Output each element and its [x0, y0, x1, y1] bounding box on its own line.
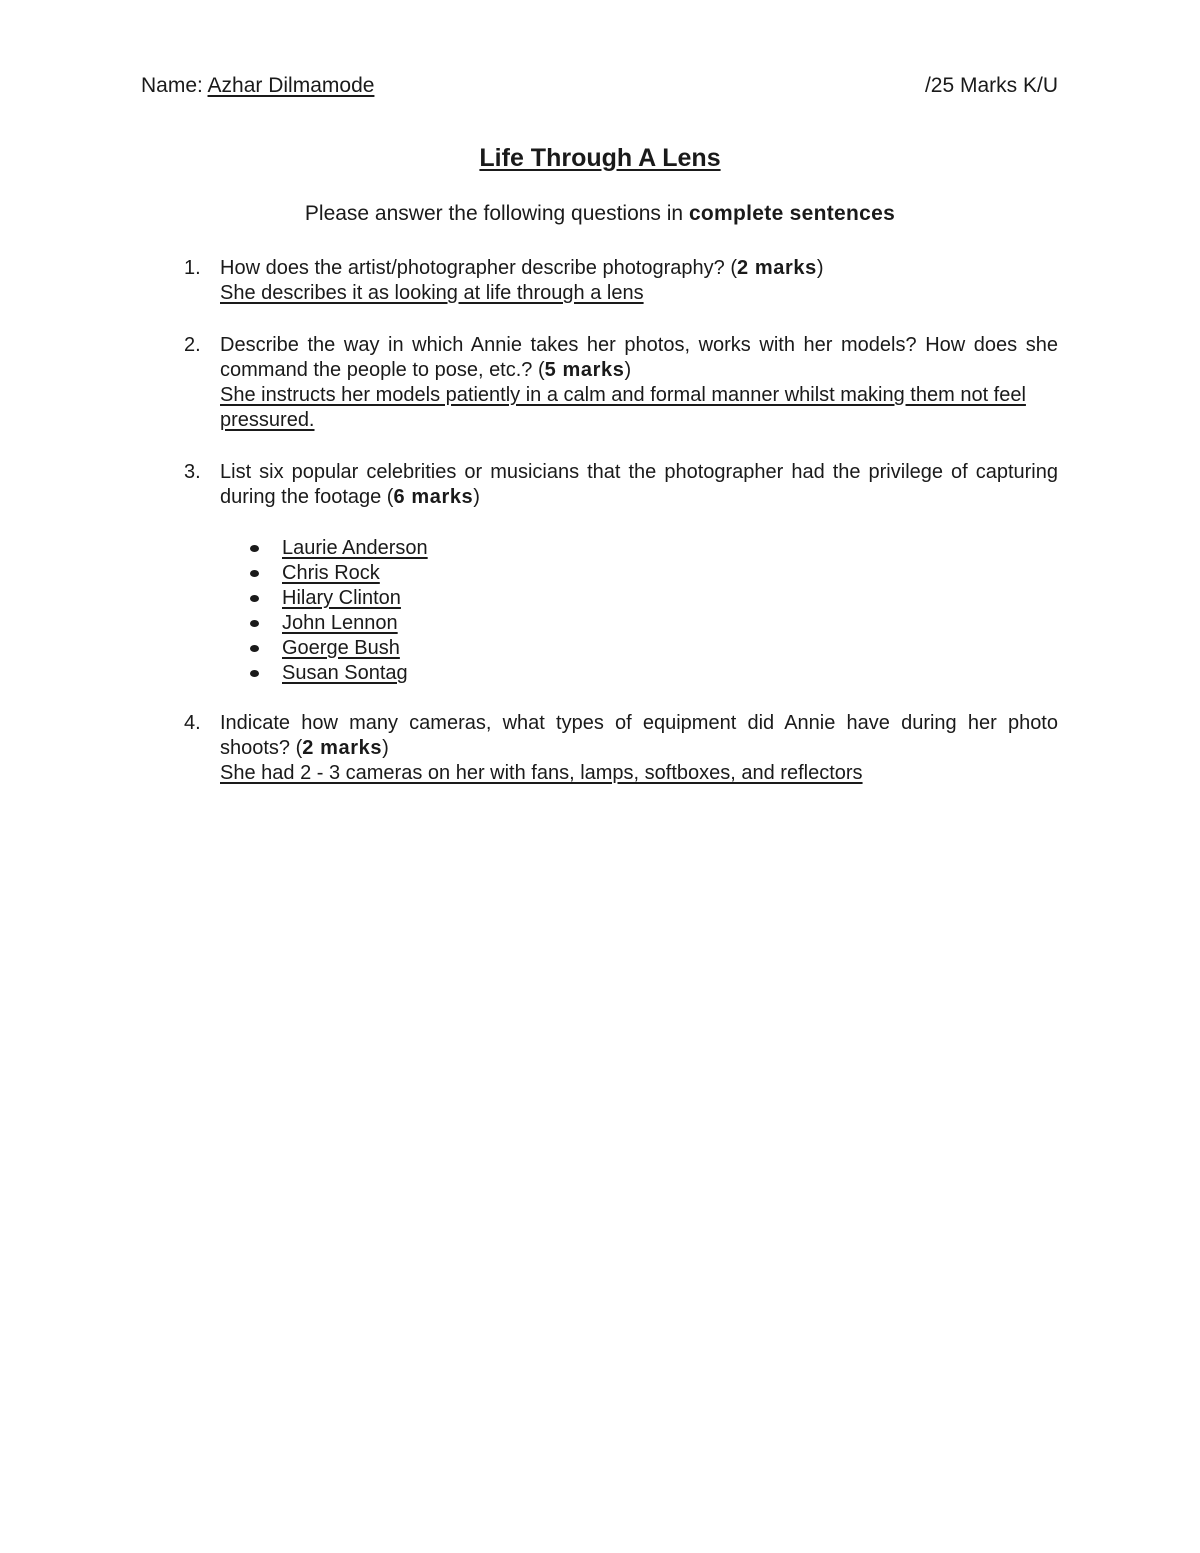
- question-2: [184, 333, 1058, 433]
- question-marks: 2 marks: [736, 257, 817, 279]
- instructions: [0, 200, 1200, 228]
- celebrity-name: Goerge Bush: [282, 637, 400, 659]
- instructions-text: Please answer the following questions in: [304, 202, 689, 225]
- answer-text: She instructs her models patiently in a calm and formal manner whilst making them not feel pressured.: [220, 384, 1026, 431]
- question-marks: 6 marks: [393, 486, 474, 508]
- total-marks: /25 Marks K/U: [924, 74, 1058, 97]
- question-number: 3.: [184, 461, 201, 483]
- instructions-emphasis: complete sentences: [688, 202, 896, 225]
- celebrity-name: Laurie Anderson: [282, 537, 428, 559]
- student-name: Azhar Dilmamode: [207, 74, 375, 97]
- answer-text: She describes it as looking at life through a lens: [220, 282, 644, 304]
- celebrity-name: John Lennon: [282, 612, 398, 634]
- question-body: [220, 460, 1058, 510]
- document-title: Life Through A Lens: [479, 144, 721, 172]
- list-item: [248, 611, 428, 636]
- list-item: [248, 636, 428, 661]
- list-item: [248, 561, 428, 586]
- celebrity-name: Susan Sontag: [282, 662, 408, 684]
- celebrity-name: Chris Rock: [282, 562, 380, 584]
- question-paren: ): [382, 737, 389, 759]
- question-text: Describe the way in which Annie takes her photos, works with her models? How does she command the people to pose, etc.? (: [220, 334, 1058, 381]
- list-item: [248, 536, 428, 561]
- question-body: [220, 256, 1058, 306]
- question-4: [184, 711, 1058, 786]
- question-text: How does the artist/photographer describe photography? (: [220, 257, 737, 279]
- celebrity-list: [248, 536, 428, 686]
- bullet-icon: [250, 620, 259, 627]
- question-marks: 2 marks: [302, 737, 383, 759]
- question-number: 2.: [184, 334, 201, 356]
- list-item: [248, 661, 428, 686]
- question-paren: ): [624, 359, 632, 381]
- bullet-icon: [250, 545, 259, 552]
- bullet-icon: [250, 570, 259, 577]
- question-paren: ): [473, 486, 480, 508]
- question-number: 4.: [184, 712, 201, 734]
- header-row: [141, 72, 1058, 100]
- name-label: Name:: [141, 74, 208, 97]
- bullet-icon: [250, 595, 259, 602]
- bullet-icon: [250, 645, 259, 652]
- question-3: [184, 460, 1058, 510]
- list-item: [248, 586, 428, 611]
- question-body: [220, 711, 1058, 786]
- question-text: List six popular celebrities or musicians that the photographer had the privilege of capturing during the footage (: [220, 461, 1058, 508]
- name-line: [141, 72, 374, 100]
- question-1: [184, 256, 1058, 306]
- question-marks: 5 marks: [544, 359, 625, 381]
- question-number: 1.: [184, 257, 201, 279]
- question-paren: ): [816, 257, 824, 279]
- question-body: [220, 333, 1058, 433]
- celebrity-name: Hilary Clinton: [282, 587, 401, 609]
- question-text: Indicate how many cameras, what types of equipment did Annie have during her photo shoots? (: [220, 712, 1058, 759]
- bullet-icon: [250, 670, 259, 677]
- answer-text: She had 2 - 3 cameras on her with fans, lamps, softboxes, and reflectors: [220, 762, 863, 784]
